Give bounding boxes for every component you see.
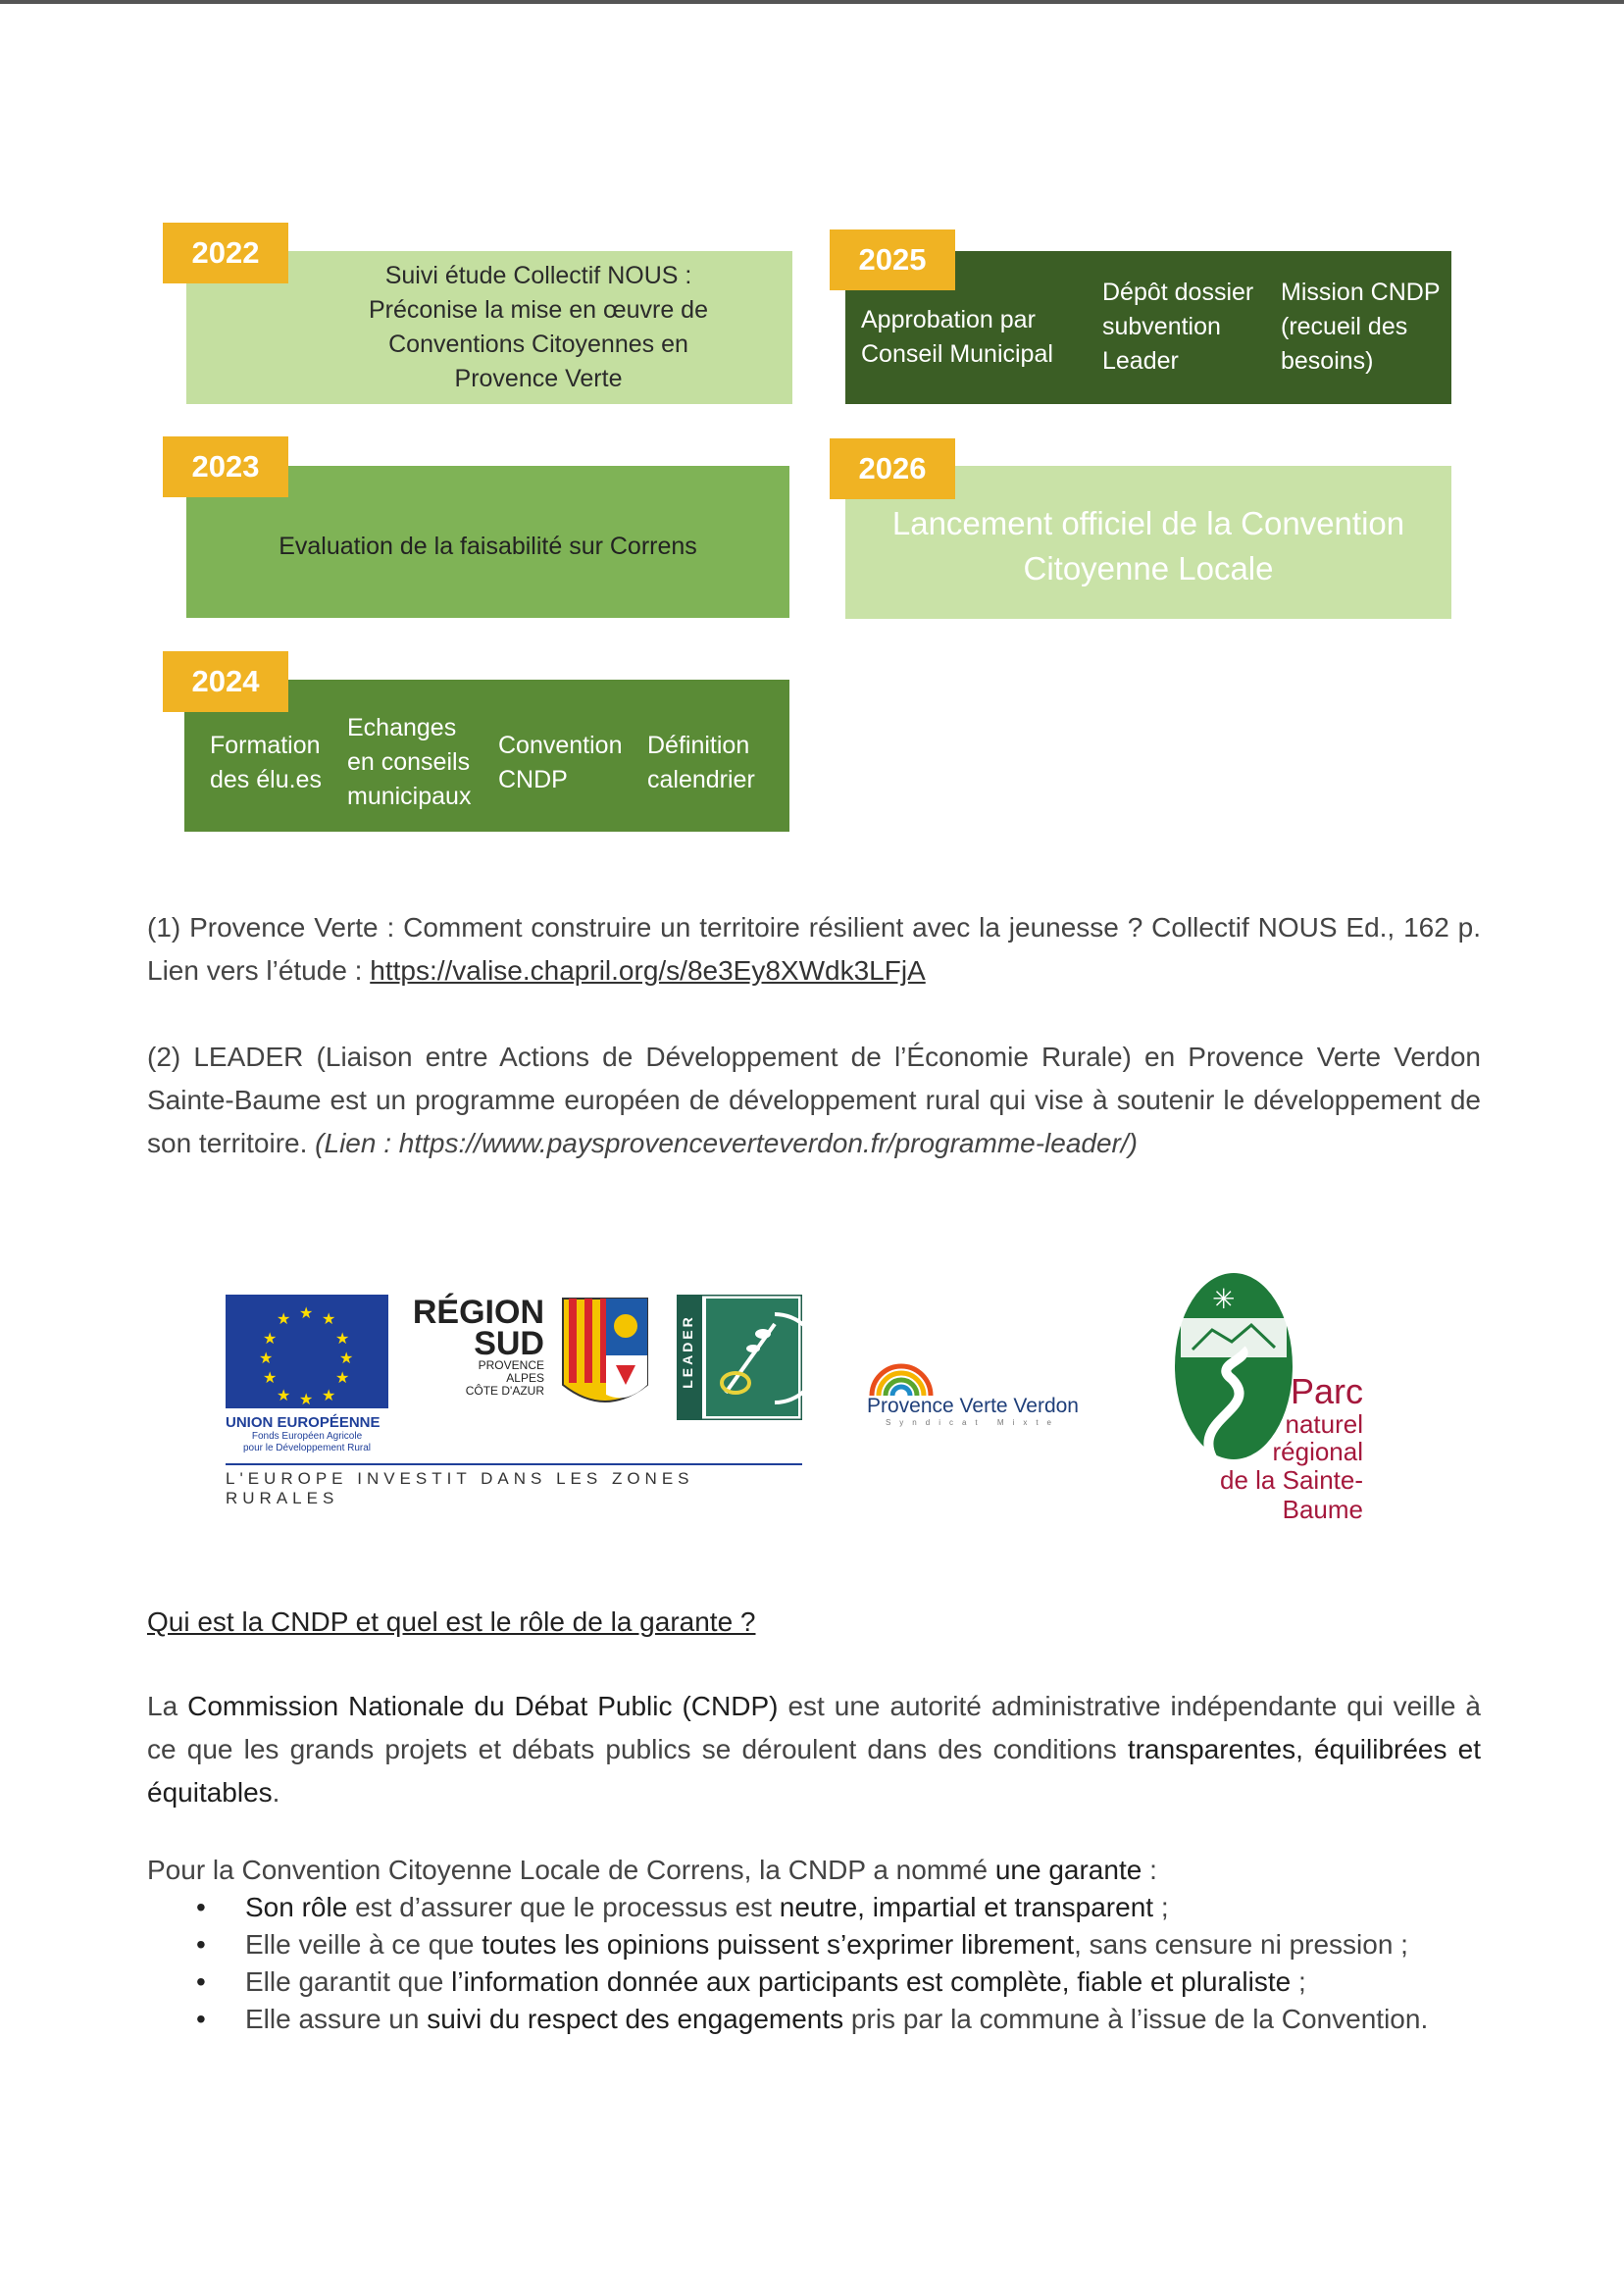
eu-sub-1: Fonds Européen Agricole: [251, 1431, 363, 1442]
list-item: [245, 2001, 1481, 2038]
list-item: [245, 1963, 1481, 2001]
p1-e: .: [272, 1777, 280, 1808]
p1-a: La: [147, 1691, 188, 1721]
timeline-2025-item-1: Approbation par Conseil Municipal: [861, 306, 1053, 368]
region-small-2: ALPES: [506, 1371, 544, 1385]
timeline-2024-item-1: Formation des élu.es: [210, 731, 322, 793]
parc-line-2: naturel: [1285, 1409, 1363, 1439]
b4-c: pris par la commune à l’issue de la Convention.: [843, 2004, 1429, 2034]
timeline-2024-item-4: Définition calendrier: [647, 731, 755, 793]
p2-c: :: [1142, 1855, 1157, 1885]
timeline-2026-text: Lancement officiel de la Convention Citoyenne Locale: [891, 505, 1405, 586]
b2-a: Elle veille à ce que: [245, 1929, 482, 1960]
region-title-2: SUD: [474, 1325, 544, 1362]
p2-a: Pour la Convention Citoyenne Locale de Correns, la CNDP a nommé: [147, 1855, 995, 1885]
footnote-2-link[interactable]: (Lien : https://www.paysprovenceverteverdon.fr/programme-leader/): [315, 1128, 1138, 1158]
parc-text-block: [1157, 1373, 1363, 1524]
year-badge-2023: 2023: [163, 436, 288, 497]
list-item: [245, 1889, 1481, 1926]
pv-name: Provence Verte Verdon: [867, 1395, 1079, 1417]
eu-logo: [226, 1295, 388, 1454]
region-title-1: RÉGION: [412, 1294, 544, 1331]
list-item: [245, 1926, 1481, 1963]
eu-flag-icon: ★ ★ ★ ★ ★ ★ ★ ★ ★ ★ ★ ★: [226, 1295, 388, 1408]
timeline-2023-text: Evaluation de la faisabilité sur Correns: [279, 533, 697, 560]
p2-b: une garante: [994, 1855, 1142, 1885]
parc-line-1: Parc: [1290, 1371, 1363, 1411]
garante-role-list: [147, 1889, 1481, 2038]
year-badge-2022: 2022: [163, 223, 288, 283]
cndp-paragraph-2: [147, 1852, 1481, 1889]
pv-sub: Syndicat Mixte: [885, 1418, 1060, 1427]
region-sud-logo: [412, 1294, 544, 1398]
parc-line-4: de la Sainte-Baume: [1220, 1465, 1363, 1524]
provence-verte-logo: [867, 1358, 1079, 1427]
b1-b: est d’assurer que le processus est: [347, 1892, 780, 1922]
b2-c: , sans censure ni pression ;: [1074, 1929, 1408, 1960]
footnote-2: [147, 1036, 1481, 1165]
footnote-2-text: (2) LEADER (Liaison entre Actions de Développement de l’Économie Rurale) en Provence Verte Verdon Sainte-Baume est un programme européen de développement rural qui vise à soutenir le développement de son territoire.: [147, 1042, 1481, 1158]
region-small-3: CÔTE D'AZUR: [465, 1384, 544, 1398]
cndp-heading: [147, 1601, 1481, 1644]
rainbow-icon: [867, 1358, 945, 1398]
svg-text:✳: ✳: [1212, 1283, 1236, 1315]
year-badge-2026: 2026: [830, 438, 955, 499]
leader-logo: [677, 1295, 802, 1420]
footnotes: [147, 906, 1481, 1165]
timeline-2024-item-3: Convention CNDP: [498, 731, 623, 793]
footnote-1-link[interactable]: https://valise.chapril.org/s/8e3Ey8XWdk3LFjA: [370, 955, 926, 986]
b3-c: ;: [1291, 1966, 1306, 1997]
timeline-2025-item-3: Mission CNDP (recueil des besoins): [1281, 278, 1441, 375]
b3-b: l’information donnée aux participants est complète, fiable et pluraliste: [451, 1966, 1292, 1997]
footnote-1-text: (1) Provence Verte : Comment construire un territoire résilient avec la jeunesse ? Collectif NOUS Ed., 162 p. Lien vers l’étude :: [147, 912, 1481, 986]
timeline-2024-item-2: Echanges en conseils municipaux: [347, 714, 472, 810]
europe-line-text: L'EUROPE INVESTIT DANS LES ZONES RURALES: [226, 1469, 694, 1507]
region-shield-icon: [561, 1297, 649, 1418]
timeline-2025-item-2: Dépôt dossier subvention Leader: [1102, 278, 1254, 375]
b4-b: suivi du respect des engagements: [427, 2004, 844, 2034]
b1-d: ;: [1153, 1892, 1169, 1922]
b1-c: neutre, impartial et transparent: [779, 1892, 1154, 1922]
top-border: [0, 0, 1624, 4]
parc-line-3: régional: [1272, 1437, 1363, 1466]
eu-title: UNION EUROPÉENNE: [226, 1414, 381, 1431]
b4-a: Elle assure un: [245, 2004, 428, 2034]
cndp-heading-text: Qui est la CNDP et quel est le rôle de la garante ?: [147, 1606, 756, 1637]
region-small-1: PROVENCE: [478, 1358, 544, 1372]
year-badge-2024: 2024: [163, 651, 288, 712]
b2-b: toutes les opinions puissent s’exprimer librement: [482, 1929, 1075, 1960]
p1-b: Commission Nationale du Débat Public (CNDP): [187, 1691, 779, 1721]
europe-banner: [226, 1463, 802, 1508]
year-badge-2025: 2025: [830, 229, 955, 290]
timeline-2022-text: Suivi étude Collectif NOUS : Préconise la mise en œuvre de Conventions Citoyennes en Provence Verte: [369, 262, 708, 392]
eu-sub-2: pour le Développement Rural: [242, 1443, 372, 1453]
leader-text: LEADER: [680, 1314, 695, 1389]
b1-a: Son rôle: [245, 1892, 348, 1922]
p1-c: est une autorité administrative indépendante qui veille à ce que les grands projets et débats publics se déroulent dans des conditions: [147, 1691, 1481, 1764]
cndp-section: [147, 1601, 1481, 2038]
footnote-1: [147, 906, 1481, 993]
cndp-paragraph-1: [147, 1685, 1481, 1814]
p1-d: transparentes, équilibrées et équitables: [147, 1734, 1482, 1808]
b3-a: Elle garantit que: [245, 1966, 452, 1997]
